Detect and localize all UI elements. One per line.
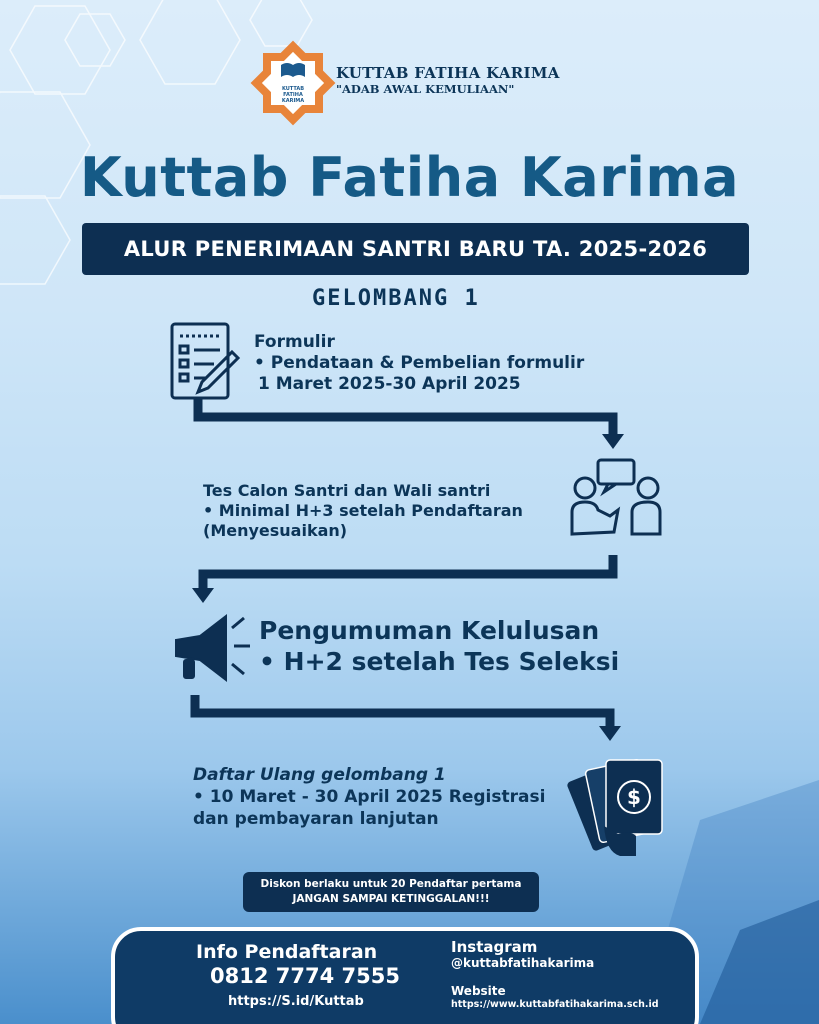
discount-notice (243, 872, 539, 912)
step-title: Daftar Ulang gelombang 1 (193, 765, 446, 785)
megaphone-icon (176, 616, 250, 680)
step-formulir (254, 332, 584, 395)
logo-text-line: FATIHA (283, 92, 303, 98)
step-detail: dan pembayaran lanjutan (193, 809, 439, 829)
step-detail: • Pendataan & Pembelian formulir (254, 353, 585, 373)
step-daftar-ulang (193, 764, 545, 830)
notice-line: JANGAN SAMPAI KETINGGALAN!!! (292, 893, 490, 905)
step-title: Formulir (254, 332, 335, 352)
page-title: Kuttab Fatiha Karima (79, 146, 740, 209)
org-name: KUTTAB FATIHA KARIMA (336, 64, 560, 82)
step-detail: 1 Maret 2025-30 April 2025 (258, 374, 521, 394)
step-title: Tes Calon Santri dan Wali santri (203, 481, 491, 500)
website-url[interactable]: https://www.kuttabfatihakarima.sch.id (451, 999, 659, 1010)
flow-arrow (195, 398, 613, 728)
logo-mark-icon (251, 41, 336, 126)
instagram-label: Instagram (451, 938, 538, 956)
interview-icon (572, 460, 660, 534)
step-detail: • 10 Maret - 30 April 2025 Registrasi (193, 787, 546, 807)
money-hand-icon (566, 759, 662, 856)
step-tes (203, 481, 523, 541)
form-checklist-icon (172, 324, 238, 398)
subtitle-banner: ALUR PENERIMAAN SANTRI BARU TA. 2025-2026 (82, 223, 749, 275)
step-detail: • Minimal H+3 setelah Pendaftaran (203, 501, 523, 520)
registration-link[interactable]: https://S.id/Kuttab (228, 994, 364, 1009)
org-motto: "ADAB AWAL KEMULIAAN" (336, 82, 515, 96)
step-title: Pengumuman Kelulusan (259, 616, 600, 645)
step-detail: • H+2 setelah Tes Seleksi (259, 647, 620, 676)
logo-text-line: KUTTAB (281, 86, 305, 92)
wave-label: GELOMBANG 1 (312, 286, 480, 311)
website-label: Website (451, 984, 506, 998)
instagram-handle[interactable]: @kuttabfatihakarima (451, 956, 595, 970)
logo-text-line: KARIMA (281, 98, 305, 104)
logo-text (276, 86, 310, 104)
svg-text:$: $ (627, 785, 641, 809)
notice-line: Diskon berlaku untuk 20 Pendaftar pertama (260, 878, 522, 890)
step-pengumuman (259, 615, 619, 677)
registration-title: Info Pendaftaran (196, 941, 378, 963)
registration-phone[interactable]: 0812 7774 7555 (210, 964, 400, 988)
step-detail: (Menyesuaikan) (203, 521, 348, 540)
